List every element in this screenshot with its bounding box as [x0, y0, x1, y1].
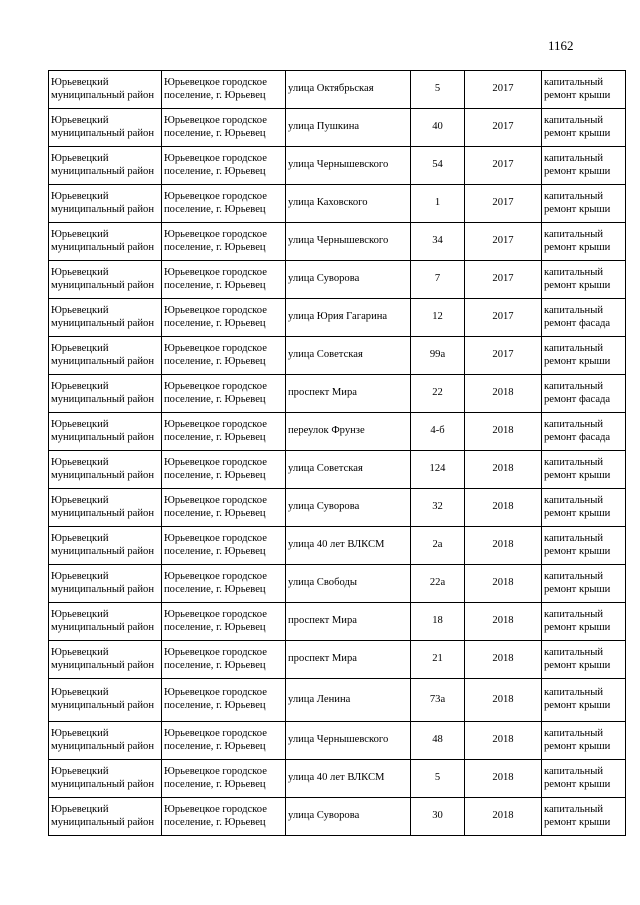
district-cell: [49, 109, 162, 147]
district-cell: [49, 185, 162, 223]
year-cell-text: 2018: [492, 772, 514, 784]
table-row: [49, 565, 626, 603]
work-type-cell-text: капитальный ремонт крыши: [544, 570, 611, 595]
district-cell-text: Юрьевецкий муниципальный район: [51, 646, 154, 671]
work-type-cell-text: капитальный ремонт фасада: [544, 380, 611, 405]
year-cell-text: 2017: [492, 197, 514, 209]
settlement-cell-text: Юрьевецкое городское поселение, г. Юрьевец: [164, 380, 267, 405]
year-cell-text: 2017: [492, 159, 514, 171]
work-type-cell-text: капитальный ремонт крыши: [544, 190, 611, 215]
year-cell: [465, 147, 542, 185]
house-number-cell: [411, 722, 465, 760]
street-cell: [286, 641, 411, 679]
table-row: [49, 413, 626, 451]
table-row: [49, 641, 626, 679]
work-type-cell-text: капитальный ремонт крыши: [544, 342, 611, 367]
page-number: 1162: [548, 38, 574, 53]
house-number-cell: [411, 798, 465, 836]
table-row: [49, 489, 626, 527]
work-type-cell: [542, 109, 626, 147]
settlement-cell: [162, 261, 286, 299]
table-row: [49, 760, 626, 798]
street-cell: [286, 185, 411, 223]
house-number-cell-text: 5: [434, 772, 441, 784]
settlement-cell-text: Юрьевецкое городское поселение, г. Юрьевец: [164, 727, 267, 752]
year-cell: [465, 337, 542, 375]
year-cell-text: 2018: [492, 425, 514, 437]
district-cell: [49, 565, 162, 603]
work-type-cell: [542, 185, 626, 223]
work-type-cell-text: капитальный ремонт крыши: [544, 114, 611, 139]
year-cell-text: 2018: [492, 463, 514, 475]
street-cell-text: улица Суворова: [288, 810, 360, 822]
settlement-cell-text: Юрьевецкое городское поселение, г. Юрьевец: [164, 418, 267, 443]
settlement-cell: [162, 337, 286, 375]
work-type-cell: [542, 798, 626, 836]
table-row: [49, 527, 626, 565]
year-cell-text: 2017: [492, 311, 514, 323]
housing-repair-table: [48, 70, 626, 836]
street-cell-text: улица Юрия Гагарина: [288, 311, 388, 323]
street-cell-text: улица Свободы: [288, 577, 357, 589]
work-type-cell: [542, 375, 626, 413]
house-number-cell: [411, 337, 465, 375]
house-number-cell: [411, 375, 465, 413]
district-cell-text: Юрьевецкий муниципальный район: [51, 532, 154, 557]
house-number-cell: [411, 565, 465, 603]
work-type-cell: [542, 722, 626, 760]
table-body: [49, 71, 626, 836]
work-type-cell-text: капитальный ремонт фасада: [544, 418, 611, 443]
street-cell: [286, 722, 411, 760]
street-cell: [286, 451, 411, 489]
house-number-cell: [411, 71, 465, 109]
house-number-cell: [411, 603, 465, 641]
district-cell-text: Юрьевецкий муниципальный район: [51, 765, 154, 790]
street-cell-text: улица 40 лет ВЛКСМ: [288, 539, 385, 551]
year-cell: [465, 641, 542, 679]
year-cell: [465, 722, 542, 760]
house-number-cell: [411, 679, 465, 722]
street-cell-text: улица Советская: [288, 463, 363, 475]
table-row: [49, 337, 626, 375]
year-cell-text: 2018: [492, 810, 514, 822]
house-number-cell-text: 2а: [432, 539, 443, 551]
work-type-cell: [542, 337, 626, 375]
house-number-cell: [411, 641, 465, 679]
settlement-cell: [162, 413, 286, 451]
settlement-cell-text: Юрьевецкое городское поселение, г. Юрьевец: [164, 765, 267, 790]
work-type-cell-text: капитальный ремонт крыши: [544, 727, 611, 752]
street-cell: [286, 147, 411, 185]
house-number-cell-text: 32: [432, 501, 443, 513]
street-cell-text: переулок Фрунзе: [288, 425, 365, 437]
work-type-cell-text: капитальный ремонт крыши: [544, 494, 611, 519]
district-cell: [49, 679, 162, 722]
settlement-cell-text: Юрьевецкое городское поселение, г. Юрьевец: [164, 687, 267, 711]
street-cell: [286, 489, 411, 527]
work-type-cell: [542, 489, 626, 527]
year-cell: [465, 71, 542, 109]
table-row: [49, 109, 626, 147]
table-row: [49, 798, 626, 836]
house-number-cell-text: 34: [432, 235, 443, 247]
settlement-cell: [162, 185, 286, 223]
street-cell: [286, 71, 411, 109]
district-cell-text: Юрьевецкий муниципальный район: [51, 266, 154, 291]
year-cell: [465, 375, 542, 413]
year-cell: [465, 299, 542, 337]
house-number-cell: [411, 760, 465, 798]
work-type-cell-text: капитальный ремонт фасада: [544, 304, 611, 329]
year-cell: [465, 603, 542, 641]
house-number-cell-text: 21: [432, 653, 443, 665]
table-row: [49, 375, 626, 413]
year-cell-text: 2018: [492, 501, 514, 513]
district-cell: [49, 299, 162, 337]
settlement-cell: [162, 527, 286, 565]
work-type-cell-text: капитальный ремонт крыши: [544, 803, 611, 828]
year-cell: [465, 109, 542, 147]
district-cell-text: Юрьевецкий муниципальный район: [51, 228, 154, 253]
year-cell: [465, 413, 542, 451]
district-cell: [49, 451, 162, 489]
year-cell-text: 2017: [492, 273, 514, 285]
work-type-cell-text: капитальный ремонт крыши: [544, 765, 611, 790]
street-cell: [286, 679, 411, 722]
year-cell-text: 2018: [492, 734, 514, 746]
table-row: [49, 722, 626, 760]
work-type-cell: [542, 223, 626, 261]
table-row: [49, 223, 626, 261]
table-row: [49, 679, 626, 722]
house-number-cell: [411, 185, 465, 223]
year-cell: [465, 527, 542, 565]
district-cell-text: Юрьевецкий муниципальный район: [51, 727, 154, 752]
district-cell-text: Юрьевецкий муниципальный район: [51, 190, 154, 215]
district-cell-text: Юрьевецкий муниципальный район: [51, 687, 154, 711]
district-cell: [49, 641, 162, 679]
year-cell-text: 2018: [492, 539, 514, 551]
street-cell-text: улица 40 лет ВЛКСМ: [288, 772, 385, 784]
district-cell: [49, 147, 162, 185]
district-cell: [49, 489, 162, 527]
district-cell-text: Юрьевецкий муниципальный район: [51, 456, 154, 481]
street-cell: [286, 413, 411, 451]
year-cell-text: 2017: [492, 121, 514, 133]
street-cell-text: улица Чернышевского: [288, 734, 389, 746]
year-cell-text: 2017: [492, 349, 514, 361]
street-cell-text: проспект Мира: [288, 615, 357, 627]
house-number-cell: [411, 413, 465, 451]
street-cell: [286, 375, 411, 413]
settlement-cell: [162, 489, 286, 527]
settlement-cell: [162, 603, 286, 641]
street-cell: [286, 565, 411, 603]
street-cell: [286, 798, 411, 836]
house-number-cell-text: 7: [434, 273, 441, 285]
district-cell: [49, 375, 162, 413]
work-type-cell-text: капитальный ремонт крыши: [544, 456, 611, 481]
settlement-cell-text: Юрьевецкое городское поселение, г. Юрьевец: [164, 152, 267, 177]
settlement-cell-text: Юрьевецкое городское поселение, г. Юрьевец: [164, 646, 267, 671]
year-cell-text: 2018: [492, 577, 514, 589]
settlement-cell-text: Юрьевецкое городское поселение, г. Юрьевец: [164, 532, 267, 557]
street-cell-text: проспект Мира: [288, 653, 357, 665]
street-cell-text: улица Чернышевского: [288, 159, 389, 171]
district-cell: [49, 223, 162, 261]
work-type-cell: [542, 261, 626, 299]
table-row: [49, 299, 626, 337]
table-row: [49, 71, 626, 109]
settlement-cell: [162, 109, 286, 147]
work-type-cell: [542, 413, 626, 451]
street-cell-text: улица Ленина: [288, 693, 351, 705]
settlement-cell: [162, 147, 286, 185]
settlement-cell-text: Юрьевецкое городское поселение, г. Юрьевец: [164, 266, 267, 291]
house-number-cell-text: 124: [429, 463, 446, 475]
work-type-cell-text: капитальный ремонт крыши: [544, 228, 611, 253]
work-type-cell: [542, 641, 626, 679]
house-number-cell-text: 22: [432, 387, 443, 399]
house-number-cell-text: 40: [432, 121, 443, 133]
district-cell-text: Юрьевецкий муниципальный район: [51, 418, 154, 443]
district-cell: [49, 261, 162, 299]
year-cell: [465, 223, 542, 261]
house-number-cell-text: 48: [432, 734, 443, 746]
settlement-cell: [162, 641, 286, 679]
house-number-cell: [411, 109, 465, 147]
street-cell: [286, 261, 411, 299]
year-cell: [465, 451, 542, 489]
year-cell: [465, 261, 542, 299]
district-cell-text: Юрьевецкий муниципальный район: [51, 803, 154, 828]
year-cell-text: 2017: [492, 83, 514, 95]
house-number-cell-text: 4-б: [430, 425, 445, 437]
street-cell: [286, 299, 411, 337]
house-number-cell-text: 12: [432, 311, 443, 323]
district-cell-text: Юрьевецкий муниципальный район: [51, 380, 154, 405]
street-cell-text: улица Каховского: [288, 197, 368, 209]
settlement-cell: [162, 565, 286, 603]
street-cell-text: улица Октябрьская: [288, 83, 374, 95]
house-number-cell-text: 73а: [429, 693, 446, 705]
house-number-cell: [411, 527, 465, 565]
settlement-cell-text: Юрьевецкое городское поселение, г. Юрьевец: [164, 114, 267, 139]
work-type-cell: [542, 71, 626, 109]
district-cell: [49, 527, 162, 565]
district-cell: [49, 760, 162, 798]
work-type-cell-text: капитальный ремонт крыши: [544, 646, 611, 671]
work-type-cell: [542, 760, 626, 798]
year-cell-text: 2018: [492, 653, 514, 665]
house-number-cell: [411, 223, 465, 261]
settlement-cell-text: Юрьевецкое городское поселение, г. Юрьевец: [164, 228, 267, 253]
settlement-cell: [162, 722, 286, 760]
year-cell-text: 2018: [492, 387, 514, 399]
work-type-cell-text: капитальный ремонт крыши: [544, 152, 611, 177]
district-cell: [49, 337, 162, 375]
district-cell-text: Юрьевецкий муниципальный район: [51, 76, 154, 101]
settlement-cell: [162, 71, 286, 109]
street-cell-text: улица Суворова: [288, 273, 360, 285]
house-number-cell: [411, 451, 465, 489]
work-type-cell: [542, 147, 626, 185]
year-cell-text: 2017: [492, 235, 514, 247]
district-cell-text: Юрьевецкий муниципальный район: [51, 342, 154, 367]
settlement-cell: [162, 760, 286, 798]
year-cell-text: 2018: [492, 693, 514, 705]
year-cell: [465, 489, 542, 527]
work-type-cell: [542, 565, 626, 603]
year-cell: [465, 679, 542, 722]
settlement-cell: [162, 375, 286, 413]
district-cell-text: Юрьевецкий муниципальный район: [51, 114, 154, 139]
house-number-cell-text: 18: [432, 615, 443, 627]
settlement-cell-text: Юрьевецкое городское поселение, г. Юрьевец: [164, 803, 267, 828]
settlement-cell: [162, 798, 286, 836]
work-type-cell-text: капитальный ремонт крыши: [544, 687, 611, 711]
house-number-cell-text: 5: [434, 83, 441, 95]
settlement-cell-text: Юрьевецкое городское поселение, г. Юрьевец: [164, 304, 267, 329]
district-cell-text: Юрьевецкий муниципальный район: [51, 570, 154, 595]
work-type-cell: [542, 451, 626, 489]
settlement-cell-text: Юрьевецкое городское поселение, г. Юрьевец: [164, 570, 267, 595]
house-number-cell-text: 99а: [429, 349, 446, 361]
street-cell-text: улица Суворова: [288, 501, 360, 513]
year-cell: [465, 760, 542, 798]
year-cell: [465, 185, 542, 223]
house-number-cell-text: 54: [432, 159, 443, 171]
settlement-cell-text: Юрьевецкое городское поселение, г. Юрьевец: [164, 608, 267, 633]
street-cell-text: улица Чернышевского: [288, 235, 389, 247]
settlement-cell: [162, 299, 286, 337]
street-cell: [286, 603, 411, 641]
street-cell-text: улица Пушкина: [288, 121, 360, 133]
table-row: [49, 603, 626, 641]
district-cell: [49, 722, 162, 760]
district-cell-text: Юрьевецкий муниципальный район: [51, 152, 154, 177]
district-cell: [49, 603, 162, 641]
settlement-cell: [162, 679, 286, 722]
street-cell: [286, 223, 411, 261]
street-cell: [286, 760, 411, 798]
house-number-cell-text: 22а: [429, 577, 446, 589]
table-row: [49, 261, 626, 299]
settlement-cell-text: Юрьевецкое городское поселение, г. Юрьевец: [164, 342, 267, 367]
work-type-cell: [542, 527, 626, 565]
settlement-cell-text: Юрьевецкое городское поселение, г. Юрьевец: [164, 76, 267, 101]
district-cell: [49, 71, 162, 109]
street-cell: [286, 337, 411, 375]
work-type-cell-text: капитальный ремонт крыши: [544, 608, 611, 633]
settlement-cell-text: Юрьевецкое городское поселение, г. Юрьевец: [164, 456, 267, 481]
work-type-cell: [542, 603, 626, 641]
district-cell-text: Юрьевецкий муниципальный район: [51, 608, 154, 633]
street-cell-text: проспект Мира: [288, 387, 357, 399]
district-cell-text: Юрьевецкий муниципальный район: [51, 494, 154, 519]
table-row: [49, 451, 626, 489]
district-cell: [49, 798, 162, 836]
house-number-cell: [411, 261, 465, 299]
house-number-cell-text: 1: [434, 197, 441, 209]
district-cell: [49, 413, 162, 451]
house-number-cell: [411, 489, 465, 527]
street-cell: [286, 527, 411, 565]
year-cell: [465, 565, 542, 603]
work-type-cell: [542, 299, 626, 337]
year-cell: [465, 798, 542, 836]
work-type-cell: [542, 679, 626, 722]
house-number-cell: [411, 147, 465, 185]
house-number-cell-text: 30: [432, 810, 443, 822]
street-cell-text: улица Советская: [288, 349, 363, 361]
district-cell-text: Юрьевецкий муниципальный район: [51, 304, 154, 329]
year-cell-text: 2018: [492, 615, 514, 627]
settlement-cell-text: Юрьевецкое городское поселение, г. Юрьевец: [164, 190, 267, 215]
settlement-cell: [162, 451, 286, 489]
work-type-cell-text: капитальный ремонт крыши: [544, 266, 611, 291]
work-type-cell-text: капитальный ремонт крыши: [544, 76, 611, 101]
settlement-cell: [162, 223, 286, 261]
street-cell: [286, 109, 411, 147]
work-type-cell-text: капитальный ремонт крыши: [544, 532, 611, 557]
settlement-cell-text: Юрьевецкое городское поселение, г. Юрьевец: [164, 494, 267, 519]
table-row: [49, 185, 626, 223]
table-row: [49, 147, 626, 185]
house-number-cell: [411, 299, 465, 337]
